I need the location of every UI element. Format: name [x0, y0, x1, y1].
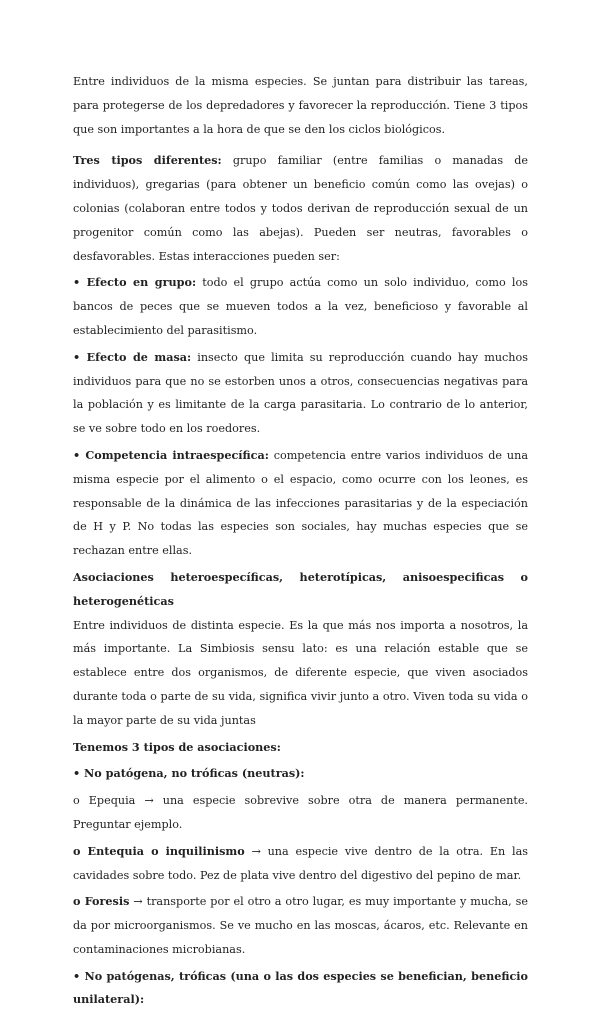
label-tres-tipos: Tres tipos diferentes: [73, 153, 222, 168]
heading-no-patogenas-troficas [73, 965, 528, 1012]
label-efecto-grupo: • Efecto en grupo: [73, 275, 197, 290]
text-efecto-masa: insecto que limita su reproducción cuando hay muchos individuos para que no se estorben unos a otros, consecuencias negativas para la población y es limitante de la carga parasitaria. Lo contrario de lo anterior, se ve sobre todo en los roedores. [73, 350, 528, 436]
paragraph-simbiosis: Entre individuos de distinta especie. Es la que más nos importa a nosotros, la más importante. La Simbiosis sensu lato: es una relación estable que se establece entre dos organismos, de diferente especie, que viven asociados durante toda o parte de su vida, significa vivir junto a otro. Viven toda su vida o la mayor parte de su vida juntas [73, 618, 528, 727]
label-foresis: o Foresis [73, 894, 130, 909]
text-foresis: → transporte por el otro a otro lugar, es muy importante y mucha, se da por microorganismos. Se ve mucho en las moscas, ácaros, etc. Relevante en contaminaciones microbianas. [73, 895, 528, 956]
heading-no-patogena-text: • No patógena, no tróficas (neutras): [73, 766, 305, 781]
paragraph-intro: Entre individuos de la misma especies. Se juntan para distribuir las tareas, para protegerse de los depredadores y favorecer la reproducción. Tiene 3 tipos que son importantes a la hora de que se den los ciclos biológicos. [73, 75, 528, 136]
heading-no-patogenas-troficas-text: • No patógenas, tróficas (una o las dos especies se benefician, beneficio unilateral): [73, 968, 528, 1007]
text-tres-tipos: grupo familiar (entre familias o manadas de individuos), gregarias (para obtener un beneficio común como las ovejas) o colonias (colaboran entre todos y todos derivan de reproducción sexual de un progenitor común como las abejas). Pueden ser neutras, favorables o desfavorables. Estas interacciones pueden ser: [73, 154, 528, 263]
paragraph-efecto-masa [73, 346, 528, 441]
text-efecto-grupo: todo el grupo actúa como un solo individuo, como los bancos de peces que se mueven todos a la vez, beneficioso y favorable al establecimiento del parasitismo. [73, 276, 528, 337]
heading-asociaciones [73, 566, 528, 614]
paragraph-competencia [73, 444, 528, 563]
label-competencia: • Competencia intraespecífica: [73, 447, 269, 462]
heading-asociaciones-text: Asociaciones heteroespecíficas, heterotípicas, anisoespecificas o heterogenéticas [73, 569, 528, 608]
paragraph-foresis [73, 890, 528, 961]
paragraph-epequia: o Epequia → una especie sobrevive sobre otra de manera permanente. Preguntar ejemplo. [73, 794, 528, 831]
label-efecto-masa: • Efecto de masa: [73, 349, 192, 364]
text-entequia: → una especie vive dentro de la otra. En las cavidades sobre todo. Pez de plata vive dentro del digestivo del pepino de mar. [73, 844, 528, 882]
heading-tres-tipos-asociaciones-text: Tenemos 3 tipos de asociaciones: [73, 739, 281, 754]
heading-tres-tipos-asociaciones [73, 736, 528, 760]
paragraph-tres-tipos [73, 149, 528, 268]
label-entequia: o Entequia o inquilinismo [73, 843, 245, 858]
paragraph-efecto-grupo [73, 271, 528, 342]
paragraph-entequia [73, 840, 528, 888]
text-competencia: competencia entre varios individuos de una misma especie por el alimento o el espacio, como ocurre con los leones, es responsable de la dinámica de las infecciones parasitarias y de la especiación de H y P. No todas las especies son sociales, hay muchas especies que se rechazan entre ellas. [73, 448, 528, 558]
heading-no-patogena [73, 762, 528, 786]
